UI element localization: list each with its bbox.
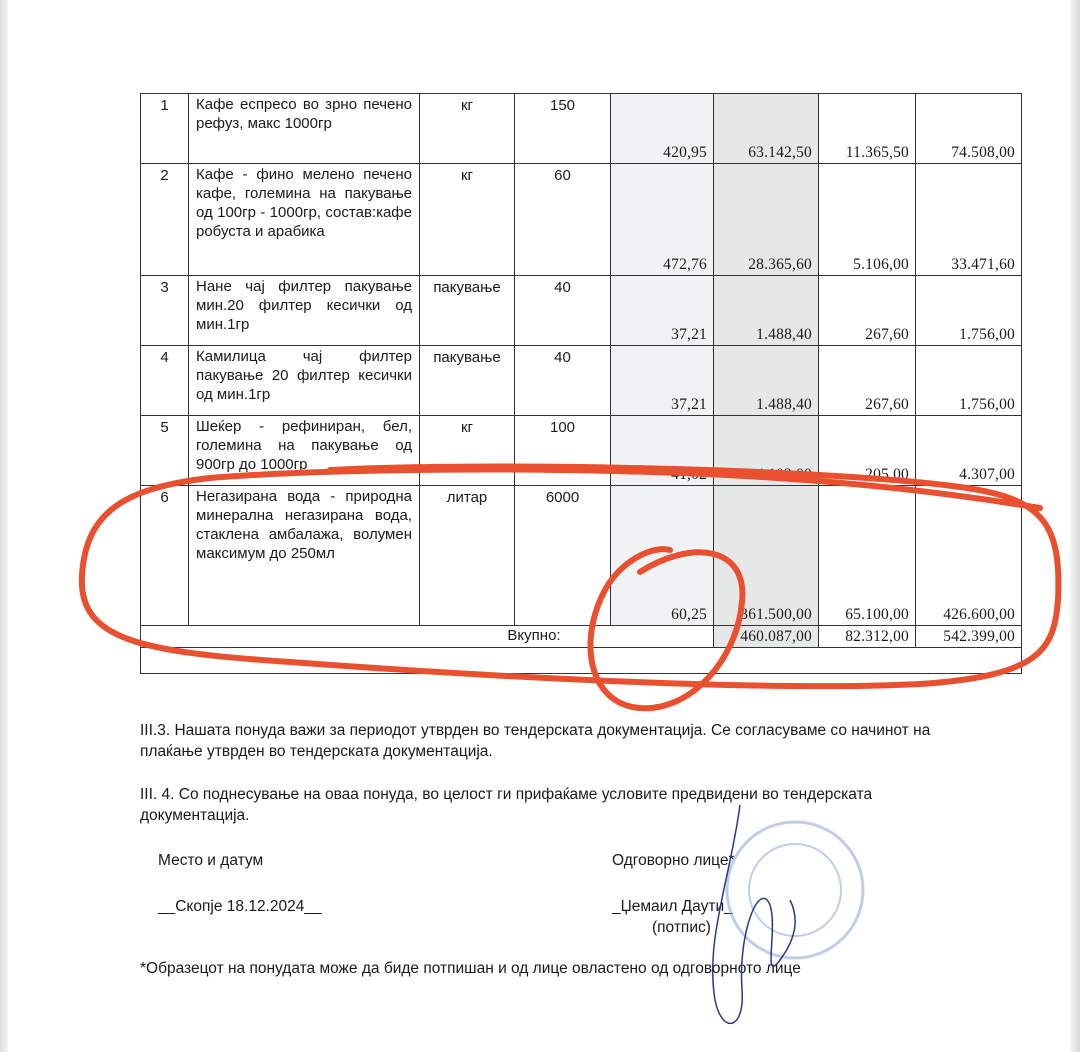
total-sum: 542.399,00 — [916, 626, 1022, 648]
page-edge-left — [0, 0, 8, 1052]
value-without-vat: 4.102,00 — [714, 416, 819, 486]
total-label: Вкупно: — [141, 626, 714, 648]
responsible-person-label: Одговорно лице* — [612, 852, 735, 869]
table-row — [141, 164, 1022, 276]
place-date-value: __Скопје 18.12.2024__ — [158, 898, 322, 915]
unit-price: 37,21 — [611, 346, 714, 416]
table-row — [141, 276, 1022, 346]
total-with-vat: 1.756,00 — [916, 276, 1022, 346]
unit-of-measure: литар — [420, 486, 515, 626]
value-without-vat: 1.488,40 — [714, 276, 819, 346]
item-description: Нане чај филтер пакување мин.20 филтер кесички од мин.1гр — [189, 276, 420, 346]
vat-amount: 267,60 — [819, 346, 916, 416]
vat-amount: 205,00 — [819, 416, 916, 486]
empty-row — [141, 648, 1022, 674]
responsible-person-name: _Џемаил Даути_ — [612, 898, 733, 915]
unit-of-measure: пакување — [420, 276, 515, 346]
row-number: 5 — [141, 416, 189, 486]
quantity: 6000 — [515, 486, 611, 626]
value-without-vat: 361.500,00 — [714, 486, 819, 626]
row-number: 2 — [141, 164, 189, 276]
unit-price: 37,21 — [611, 276, 714, 346]
vat-amount: 267,60 — [819, 276, 916, 346]
unit-of-measure: кг — [420, 416, 515, 486]
unit-of-measure: пакување — [420, 346, 515, 416]
item-description: Негазирана вода - природна минерална негазирана вода, стаклена амбалажа, волумен максимум до 250мл — [189, 486, 420, 626]
unit-price: 41,02 — [611, 416, 714, 486]
quantity: 150 — [515, 94, 611, 164]
item-description: Кафе еспресо во зрно печено рефуз, макс 1000гр — [189, 94, 420, 164]
acceptance-paragraph: III. 4. Со поднесување на оваа понуда, во целост ги прифаќаме условите предвидени во тендерската документација. — [140, 786, 873, 824]
vat-amount: 65.100,00 — [819, 486, 916, 626]
total-with-vat: 426.600,00 — [916, 486, 1022, 626]
quantity: 40 — [515, 276, 611, 346]
stamp — [727, 822, 863, 958]
vat-amount: 11.365,50 — [819, 94, 916, 164]
row-number: 6 — [141, 486, 189, 626]
quantity: 60 — [515, 164, 611, 276]
signature-label: (потпис) — [652, 919, 711, 936]
vat-amount: 5.106,00 — [819, 164, 916, 276]
validity-paragraph: III.3. Нашата понуда важи за периодот утврден во тендерската документација. Се согласуваме со начинот на плаќање утврден во тендерската документација. — [140, 722, 931, 760]
item-description: Камилица чај филтер пакување 20 филтер кесички од мин.1гр — [189, 346, 420, 416]
total-row — [141, 626, 1022, 648]
total-vat: 82.312,00 — [819, 626, 916, 648]
total-with-vat: 1.756,00 — [916, 346, 1022, 416]
unit-price: 472,76 — [611, 164, 714, 276]
row-number: 1 — [141, 94, 189, 164]
table-row — [141, 346, 1022, 416]
total-with-vat: 4.307,00 — [916, 416, 1022, 486]
unit-of-measure: кг — [420, 94, 515, 164]
unit-of-measure: кг — [420, 164, 515, 276]
row-number: 3 — [141, 276, 189, 346]
item-description: Шеќер - рефиниран, бел, големина на пакување од 900гр до 1000гр — [189, 416, 420, 486]
table-row — [141, 416, 1022, 486]
page-edge-right — [1070, 0, 1080, 1052]
row-number: 4 — [141, 346, 189, 416]
unit-price: 60,25 — [611, 486, 714, 626]
total-with-vat: 33.471,60 — [916, 164, 1022, 276]
table-row — [141, 94, 1022, 164]
table-row — [141, 486, 1022, 626]
value-without-vat: 1.488,40 — [714, 346, 819, 416]
item-description: Кафе - фино мелено печено кафе, големина на пакување од 100гр - 1000гр, состав:кафе робуста и арабика — [189, 164, 420, 276]
unit-price: 420,95 — [611, 94, 714, 164]
offer-table — [140, 93, 1022, 674]
total-value: 460.087,00 — [714, 626, 819, 648]
value-without-vat: 63.142,50 — [714, 94, 819, 164]
quantity: 40 — [515, 346, 611, 416]
footnote: *Образецот на понудата може да биде потпишан и од лице овластено од одговорното лице — [140, 960, 801, 977]
total-with-vat: 74.508,00 — [916, 94, 1022, 164]
place-date-label: Место и датум — [158, 852, 264, 869]
value-without-vat: 28.365,60 — [714, 164, 819, 276]
quantity: 100 — [515, 416, 611, 486]
